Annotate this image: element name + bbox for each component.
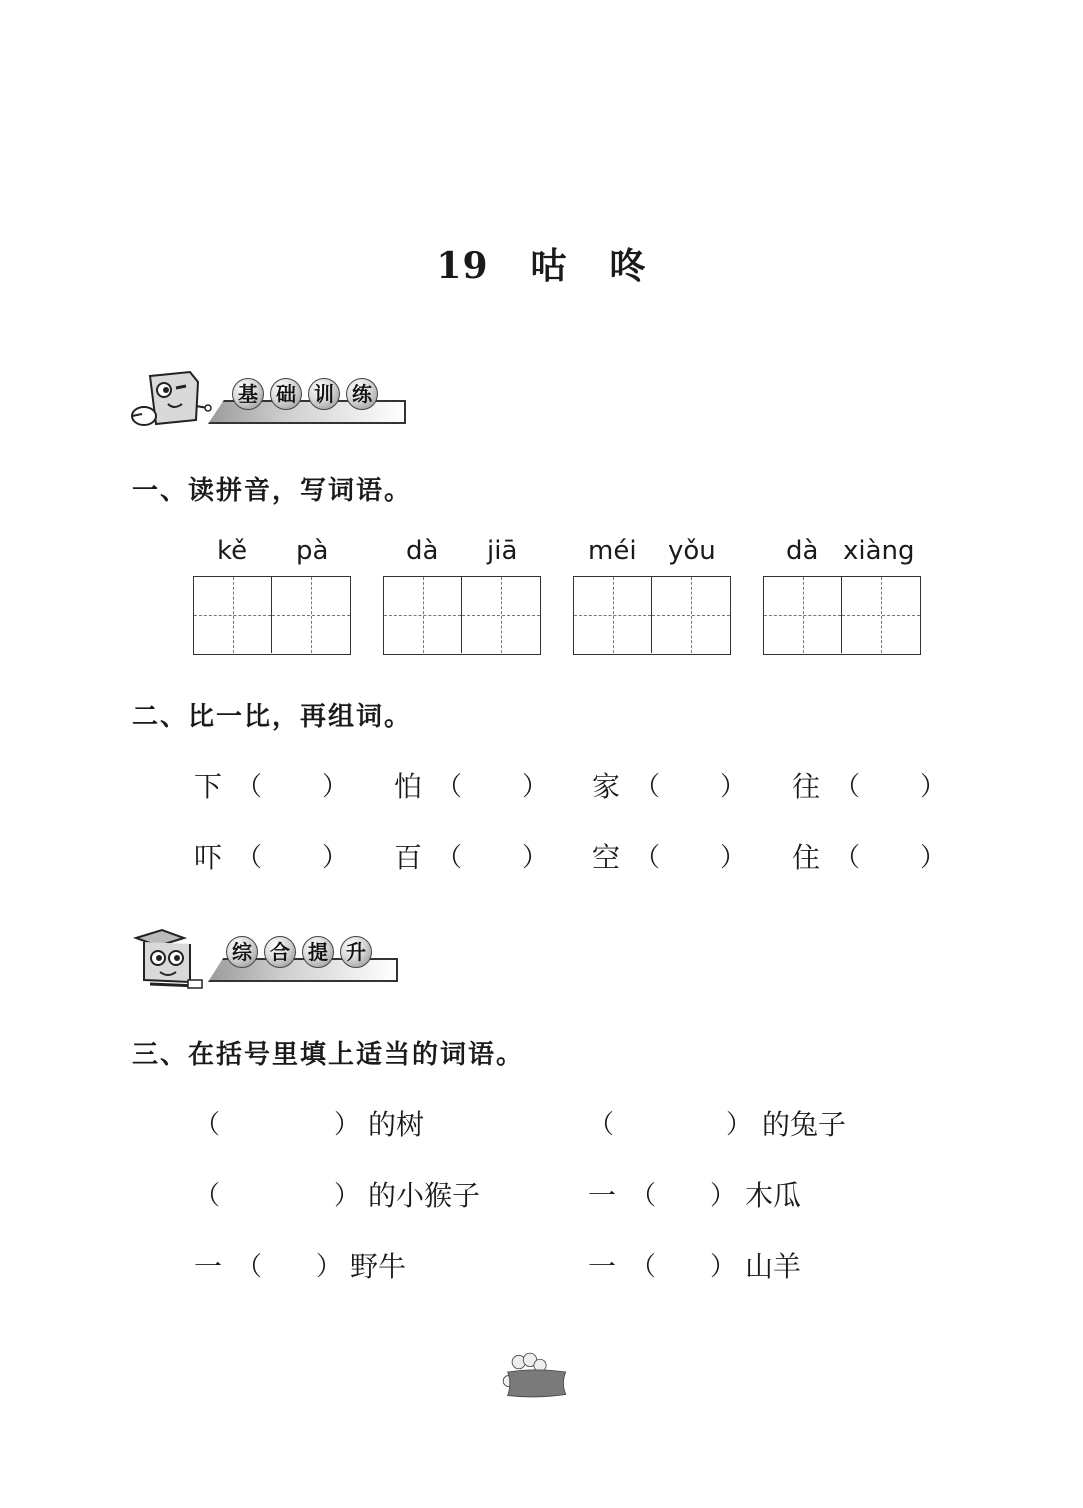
writing-grid[interactable] — [193, 576, 351, 655]
open-paren: （ — [634, 772, 661, 802]
open-paren: （ — [194, 1110, 221, 1140]
compare-char: 空 — [592, 841, 621, 874]
pinyin-syllable: méi — [588, 536, 637, 566]
writing-grid[interactable] — [573, 576, 731, 655]
banner-char: 基 — [232, 378, 264, 410]
compare-char: 怕 — [394, 770, 423, 803]
open-paren: （ — [630, 1181, 657, 1211]
fill-prefix: 一 — [194, 1250, 223, 1283]
open-paren: （ — [834, 843, 861, 873]
close-paren: ） — [522, 772, 549, 802]
banner-char: 合 — [264, 936, 296, 968]
open-paren: （ — [236, 772, 263, 802]
fill-suffix: 的小猴子 — [368, 1179, 481, 1212]
close-paren: ） — [334, 1110, 361, 1140]
fill-suffix: 的兔子 — [762, 1108, 847, 1141]
close-paren: ） — [322, 843, 349, 873]
mascot-graduate-icon — [128, 928, 214, 994]
title-char-1: 咕 — [530, 245, 568, 287]
compare-char: 百 — [394, 841, 423, 874]
section-banner-advanced — [128, 928, 408, 988]
fill-suffix: 野牛 — [350, 1250, 407, 1283]
banner-char: 础 — [270, 378, 302, 410]
close-paren: ） — [334, 1181, 361, 1211]
close-paren: ） — [720, 772, 747, 802]
close-paren: ） — [720, 843, 747, 873]
open-paren: （ — [236, 843, 263, 873]
fill-suffix: 山羊 — [745, 1250, 802, 1283]
writing-grid[interactable] — [763, 576, 921, 655]
fill-suffix: 木瓜 — [745, 1179, 802, 1212]
close-paren: ） — [522, 843, 549, 873]
open-paren: （ — [436, 843, 463, 873]
pinyin-syllable: kě — [217, 536, 248, 566]
lesson-number: 19 — [436, 245, 489, 287]
pinyin-syllable: dà — [786, 536, 819, 566]
close-paren: ） — [322, 772, 349, 802]
page-number: 67 — [527, 1398, 553, 1422]
fill-prefix: 一 — [588, 1179, 617, 1212]
writing-grid[interactable] — [383, 576, 541, 655]
banner-char: 练 — [346, 378, 378, 410]
pinyin-syllable: dà — [406, 536, 439, 566]
compare-char: 往 — [792, 770, 821, 803]
fill-suffix: 的树 — [368, 1108, 425, 1141]
banner-char: 升 — [340, 936, 372, 968]
compare-char: 吓 — [194, 841, 223, 874]
open-paren: （ — [194, 1181, 221, 1211]
section-heading: 三、在括号里填上适当的词语。 — [132, 1040, 525, 1070]
fill-prefix: 一 — [588, 1250, 617, 1283]
close-paren: ） — [920, 843, 947, 873]
open-paren: （ — [834, 772, 861, 802]
page-title — [0, 238, 1083, 289]
close-paren: ） — [726, 1110, 753, 1140]
pinyin-syllable: yǒu — [668, 536, 716, 566]
pinyin-syllable: jiā — [487, 536, 518, 566]
open-paren: （ — [436, 772, 463, 802]
pinyin-syllable: pà — [296, 536, 329, 566]
open-paren: （ — [236, 1252, 263, 1282]
compare-char: 住 — [792, 841, 821, 874]
section-heading: 二、比一比，再组词。 — [132, 702, 413, 732]
compare-char: 家 — [592, 770, 621, 803]
close-paren: ） — [710, 1252, 737, 1282]
section-banner-basic — [128, 370, 408, 430]
mascot-pointing-icon — [128, 370, 214, 436]
banner-char: 训 — [308, 378, 340, 410]
banner-char: 综 — [226, 936, 258, 968]
compare-char: 下 — [194, 770, 223, 803]
banner-char: 提 — [302, 936, 334, 968]
open-paren: （ — [634, 843, 661, 873]
close-paren: ） — [920, 772, 947, 802]
close-paren: ） — [316, 1252, 343, 1282]
section-heading: 一、读拼音，写词语。 — [132, 476, 413, 506]
open-paren: （ — [588, 1110, 615, 1140]
page-badge-kids-icon — [482, 1352, 588, 1400]
pinyin-syllable: xiàng — [843, 536, 915, 566]
title-char-2: 咚 — [609, 245, 647, 287]
close-paren: ） — [710, 1181, 737, 1211]
open-paren: （ — [630, 1252, 657, 1282]
